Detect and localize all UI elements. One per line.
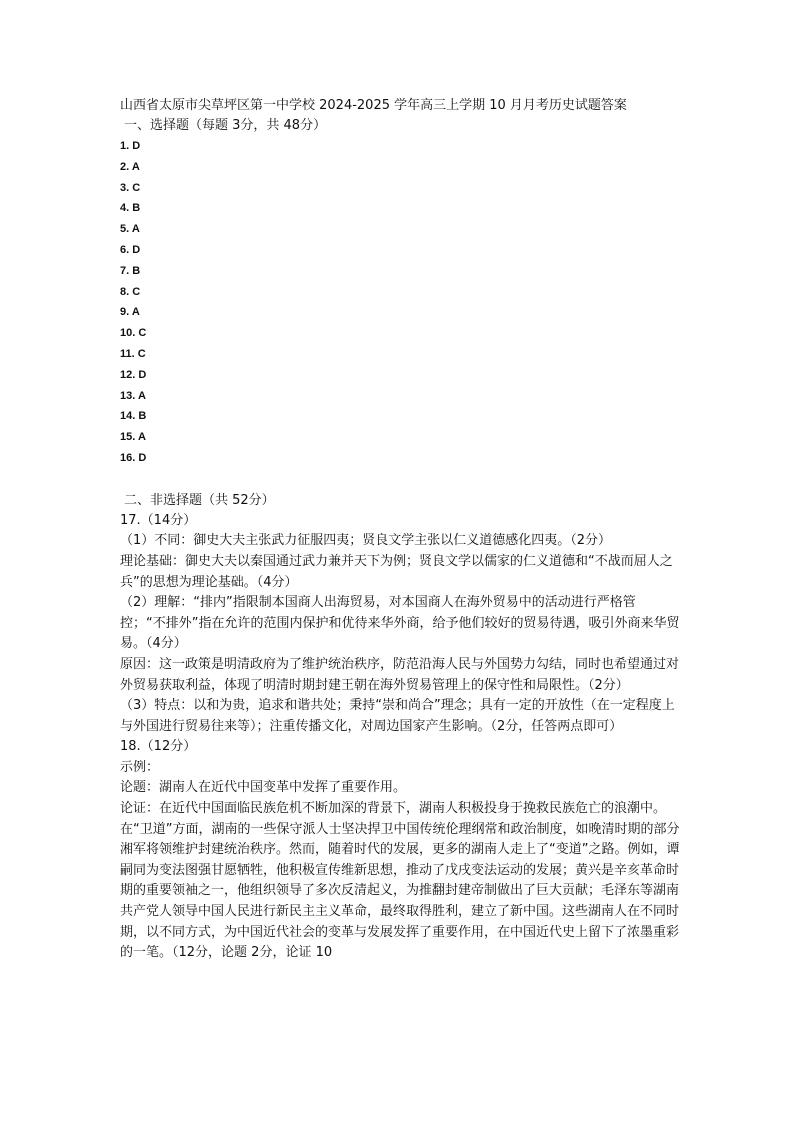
question17-part1-basis: 理论基础：御史大夫以秦国通过武力兼并天下为例；贤良文学以儒家的仁义道德和“不战而屈人之兵”的思想为理论基础。（4分） bbox=[120, 553, 673, 590]
choice-answer: 13. A bbox=[120, 389, 146, 402]
section2-heading: 二、非选择题（共 52分） bbox=[124, 492, 275, 508]
answer-document bbox=[120, 96, 680, 964]
choice-answer: 6. D bbox=[120, 243, 141, 256]
question17-header: 17.（14分） bbox=[120, 512, 197, 528]
section-spacer bbox=[120, 469, 680, 491]
choice-answer: 7. B bbox=[120, 264, 141, 277]
choice-answer: 16. D bbox=[120, 451, 147, 464]
question18-example-label: 示例： bbox=[120, 759, 160, 775]
choice-answer: 10. C bbox=[120, 327, 147, 340]
section1-heading: 一、选择题（每题 3分，共 48分） bbox=[124, 118, 327, 133]
choice-answer: 11. C bbox=[120, 347, 146, 360]
choice-answer: 12. D bbox=[120, 368, 147, 381]
choice-answer: 5. A bbox=[120, 223, 140, 236]
question18-header: 18.（12分） bbox=[120, 739, 197, 755]
question17-part3-features: （3）特点：以和为贵，追求和谐共处；秉持“崇和尚合”理念；具有一定的开放性（在一定程度上与外国进行贸易往来等）；注重传播文化，对周边国家产生影响。（2分，任答两点即可） bbox=[120, 698, 675, 734]
choice-answer: 14. B bbox=[120, 410, 147, 423]
document-title: 山西省太原市尖草坪区第一中学校 2024-2025 学年高三上学期 10 月月考历史试题答案 bbox=[120, 98, 627, 113]
choice-answer: 15. A bbox=[120, 431, 146, 444]
question18-argument: 论证：在近代中国面临民族危机不断加深的背景下，湖南人积极投身于挽救民族危亡的浪潮中。在“卫道”方面，湖南的一些保守派人士坚决捍卫中国传统伦理纲常和政治制度，如晚清时期的部分湘军将领维护封建统治秩序。然而，随着时代的发展，更多的湖南人走上了“变道”之路。例如，谭嗣同为变法图强甘愿牺牲，他积极宣传维新思想，推动了戊戌变法运动的发展；黄兴是辛亥革命时期的重要领袖之一，他组织领导了多次反清起义，为推翻封建帝制做出了巨大贡献；毛泽东等湖南共产党人领导中国人民进行新民主主义革命，最终取得胜利，建立了新中国。这些湖南人在不同时期，以不同方式，为中国近代社会的变革与发展发挥了重要作用，在中国近代史上留下了浓墨重彩的一笔。（12分，论题 2分，论证 10 bbox=[120, 801, 680, 961]
choice-answer-list bbox=[120, 136, 680, 469]
choice-answer: 4. B bbox=[120, 202, 141, 215]
choice-answer: 8. C bbox=[120, 285, 141, 298]
question17-part2-reason: 原因：这一政策是明清政府为了维护统治秩序，防范沿海人民与外国势力勾结，同时也希望通过对外贸易获取利益，体现了明清时期封建王朝在海外贸易管理上的保守性和局限性。（2分） bbox=[120, 656, 680, 693]
choice-answer: 3. C bbox=[120, 181, 141, 194]
question17-part2-understanding: （2）理解：“排内”指限制本国商人出海贸易，对本国商人在海外贸易中的活动进行严格管控；“不排外”指在允许的范围内保护和优待来华外商，给予他们较好的贸易待遇，吸引外商来华贸易。（4分） bbox=[120, 595, 680, 652]
question18-thesis: 论题：湖南人在近代中国变革中发挥了重要作用。 bbox=[120, 780, 407, 796]
question17-part1-difference: （1）不同：御史大夫主张武力征服四夷；贤良文学主张以仁义道德感化四夷。（2分） bbox=[120, 533, 612, 549]
choice-answer: 2. A bbox=[120, 160, 140, 173]
choice-answer: 9. A bbox=[120, 306, 140, 319]
choice-answer: 1. D bbox=[120, 140, 141, 152]
